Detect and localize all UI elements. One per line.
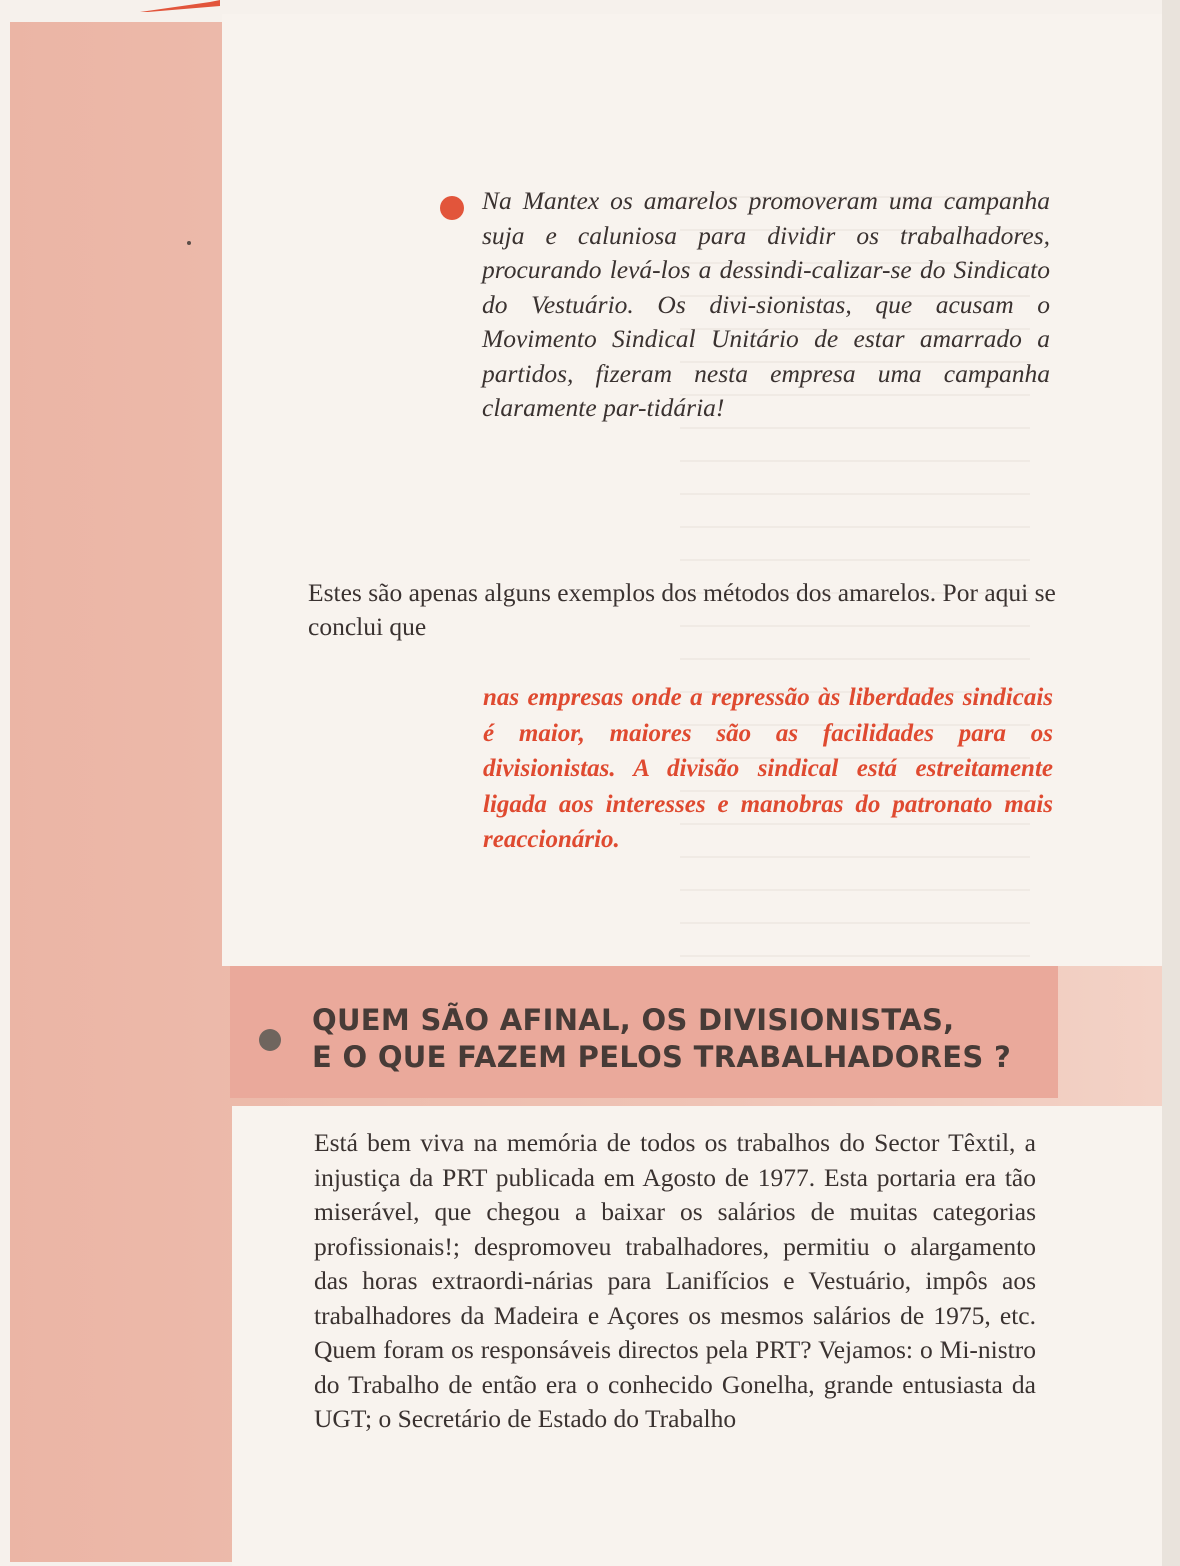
bullet-grey-icon <box>259 1029 281 1051</box>
arrow-decoration <box>140 0 220 12</box>
bullet-red-icon <box>440 196 464 220</box>
conclusion-intro: Estes são apenas alguns exemplos dos métodos dos amarelos. Por aqui se conclui que <box>308 578 1056 641</box>
section-heading-line1: QUEM SÃO AFINAL, OS DIVISIONISTAS, <box>312 1003 955 1037</box>
print-speck <box>187 241 191 245</box>
prt-body-paragraph: Está bem viva na memória de todos os trabalhos do Sector Têxtil, a injustiça da PRT publicada em Agosto de 1977. Esta portaria era tão miserável, que chegou a baixar os salários de muitas categorias profissionais!; despromoveu trabalhadores, permitiu o alargamento das horas extraordi-nárias para Lanifícios e Vestuário, impôs aos trabalhadores da Madeira e Açores os mesmos salários de 1975, etc. Quem foram os responsáveis directos pela PRT? Vejamos: o Mi-nistro do Trabalho de então era o conhecido Gonelha, grande entusiasta da UGT; o Secretário de Estado do Trabalho <box>314 1128 1036 1433</box>
conclusion-highlight: nas empresas onde a repressão às liberdades sindicais é maior, maiores são as facilidades para os divisionistas. A divisão sindical está estreitamente ligada aos interesses e manobras do patronato mais reaccionário. <box>483 684 1053 853</box>
mantex-paragraph: Na Mantex os amarelos promoveram uma campanha suja e caluniosa para dividir os trabalhadores, procurando levá-los a dessindi-calizar-se do Sindicato do Vestuário. Os divi-sionistas, que acusam o Movimento Sindical Unitário de estar amarrado a partidos, fizeram nesta empresa uma campanha claramente par-tidária! <box>482 186 1050 422</box>
page-edge <box>1162 0 1180 1566</box>
section-heading-line2: E O QUE FAZEM PELOS TRABALHADORES ? <box>312 1040 1012 1074</box>
section-heading <box>312 1002 1052 1076</box>
